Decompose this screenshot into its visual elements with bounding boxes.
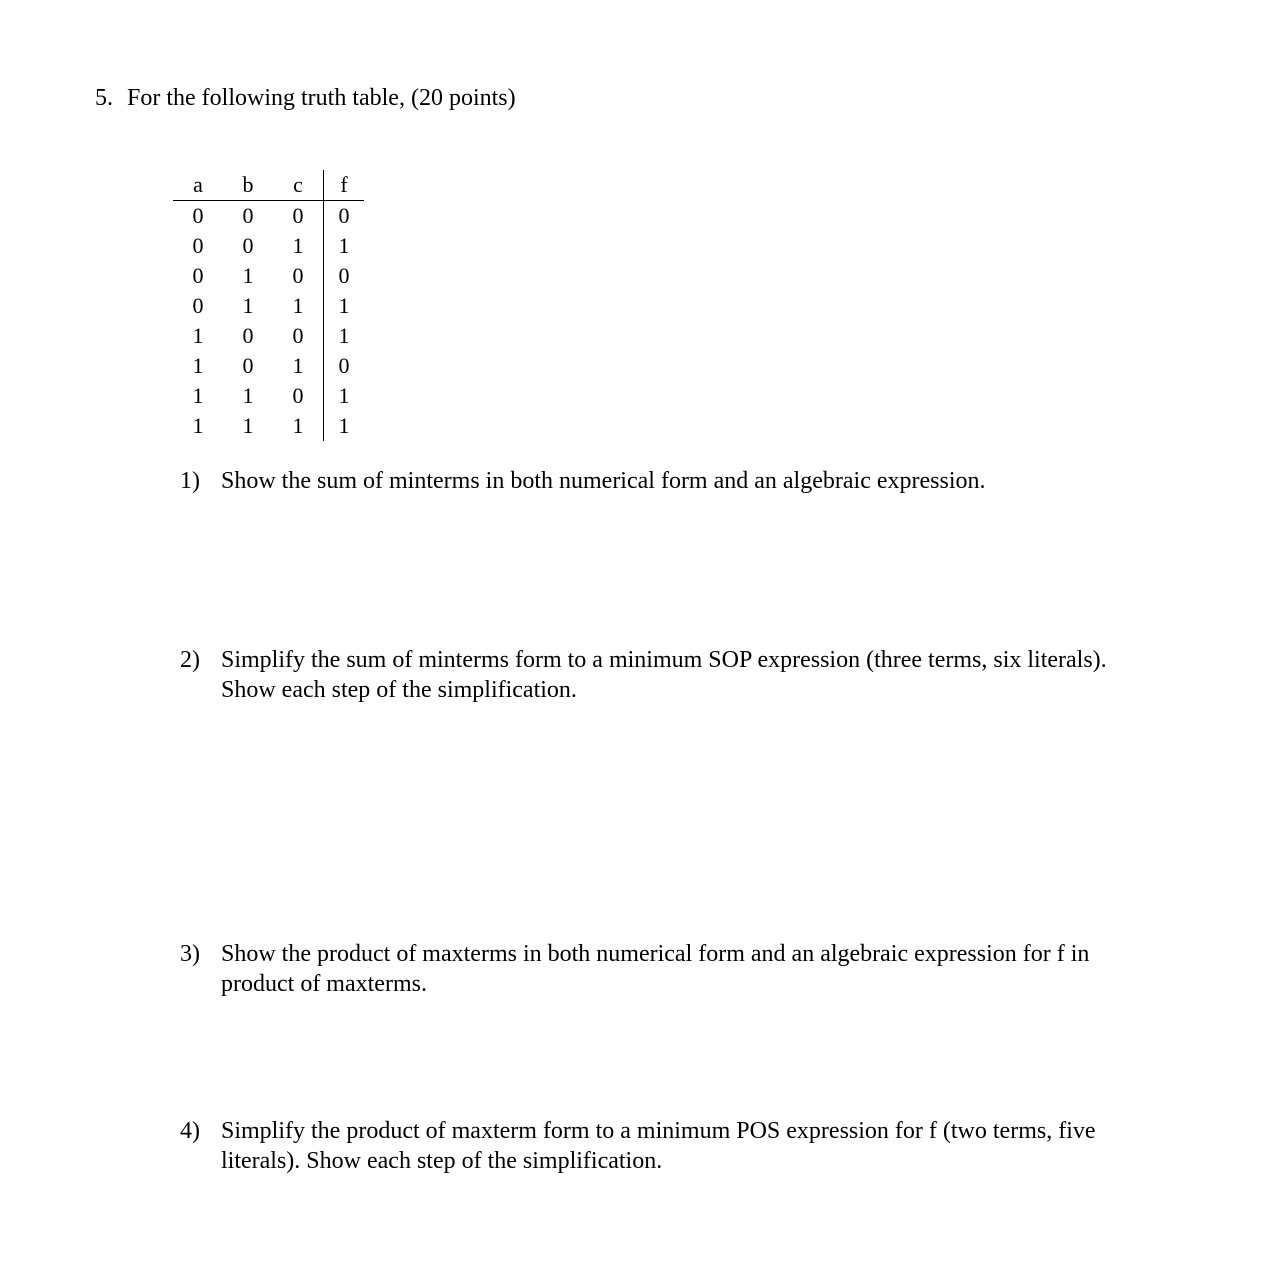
header-b: b: [223, 170, 273, 201]
subquestion-number: 1): [180, 468, 200, 494]
truth-table: [173, 170, 364, 441]
subquestion-line: Show the product of maxterms in both numerical form and an algebraic expression for f in: [221, 941, 1090, 967]
subquestion-line: Simplify the sum of minterms form to a minimum SOP expression (three terms, six literals).: [221, 647, 1107, 673]
cell-a: 0: [192, 293, 204, 318]
table-row: [173, 381, 364, 411]
cell-b: 1: [242, 263, 254, 288]
subquestion-line: product of maxterms.: [221, 971, 427, 997]
subquestion-line: literals). Show each step of the simplification.: [221, 1148, 663, 1174]
cell-f: 0: [324, 201, 365, 232]
header-a: a: [173, 170, 223, 201]
cell-b: 1: [242, 383, 254, 408]
cell-a: 0: [192, 233, 204, 258]
table-row: [173, 201, 364, 232]
cell-a: 1: [192, 353, 204, 378]
subquestion-text: [221, 939, 1181, 999]
subquestion-line: Simplify the product of maxterm form to a minimum POS expression for f (two terms, five: [221, 1118, 1096, 1144]
question-text: For the following truth table, (20 points): [127, 85, 516, 111]
cell-b: 0: [242, 323, 254, 348]
table-row: [173, 231, 364, 261]
cell-f: 1: [324, 291, 365, 321]
cell-f: 1: [324, 381, 365, 411]
question-header: [95, 84, 516, 112]
cell-f: 1: [324, 231, 365, 261]
cell-b: 0: [242, 233, 254, 258]
subquestion-2: [180, 645, 1181, 705]
subquestion-number: 3): [180, 941, 200, 967]
cell-b: 0: [242, 203, 254, 228]
table-row: [173, 291, 364, 321]
subquestion-1: [180, 466, 1181, 496]
cell-b: 0: [242, 353, 254, 378]
subquestion-4: [180, 1116, 1181, 1176]
cell-b: 1: [242, 293, 254, 318]
table-row: [173, 261, 364, 291]
cell-b: 1: [242, 413, 254, 438]
header-f: f: [324, 170, 365, 201]
cell-c: 0: [292, 383, 304, 408]
truth-table-header: [173, 170, 364, 201]
cell-c: 0: [292, 263, 304, 288]
cell-a: 1: [192, 383, 204, 408]
cell-f: 0: [324, 261, 365, 291]
cell-f: 1: [324, 411, 365, 441]
cell-c: 0: [292, 323, 304, 348]
subquestion-text: [221, 645, 1181, 705]
subquestion-number: 4): [180, 1118, 200, 1144]
cell-c: 1: [292, 293, 304, 318]
header-c: c: [273, 170, 324, 201]
subquestion-text: [221, 1116, 1181, 1176]
subquestion-3: [180, 939, 1181, 999]
cell-c: 0: [292, 203, 304, 228]
cell-a: 1: [192, 413, 204, 438]
cell-c: 1: [292, 413, 304, 438]
cell-a: 0: [192, 263, 204, 288]
cell-a: 0: [192, 203, 204, 228]
cell-a: 1: [192, 323, 204, 348]
cell-f: 1: [324, 321, 365, 351]
subquestion-number: 2): [180, 647, 200, 673]
table-row: [173, 411, 364, 441]
subquestion-text: [221, 466, 1181, 496]
table-row: [173, 321, 364, 351]
cell-c: 1: [292, 233, 304, 258]
cell-c: 1: [292, 353, 304, 378]
subquestion-line: Show each step of the simplification.: [221, 677, 577, 703]
cell-f: 0: [324, 351, 365, 381]
question-number: 5.: [95, 85, 113, 111]
subquestion-line: Show the sum of minterms in both numerical form and an algebraic expression.: [221, 468, 986, 494]
table-row: [173, 351, 364, 381]
